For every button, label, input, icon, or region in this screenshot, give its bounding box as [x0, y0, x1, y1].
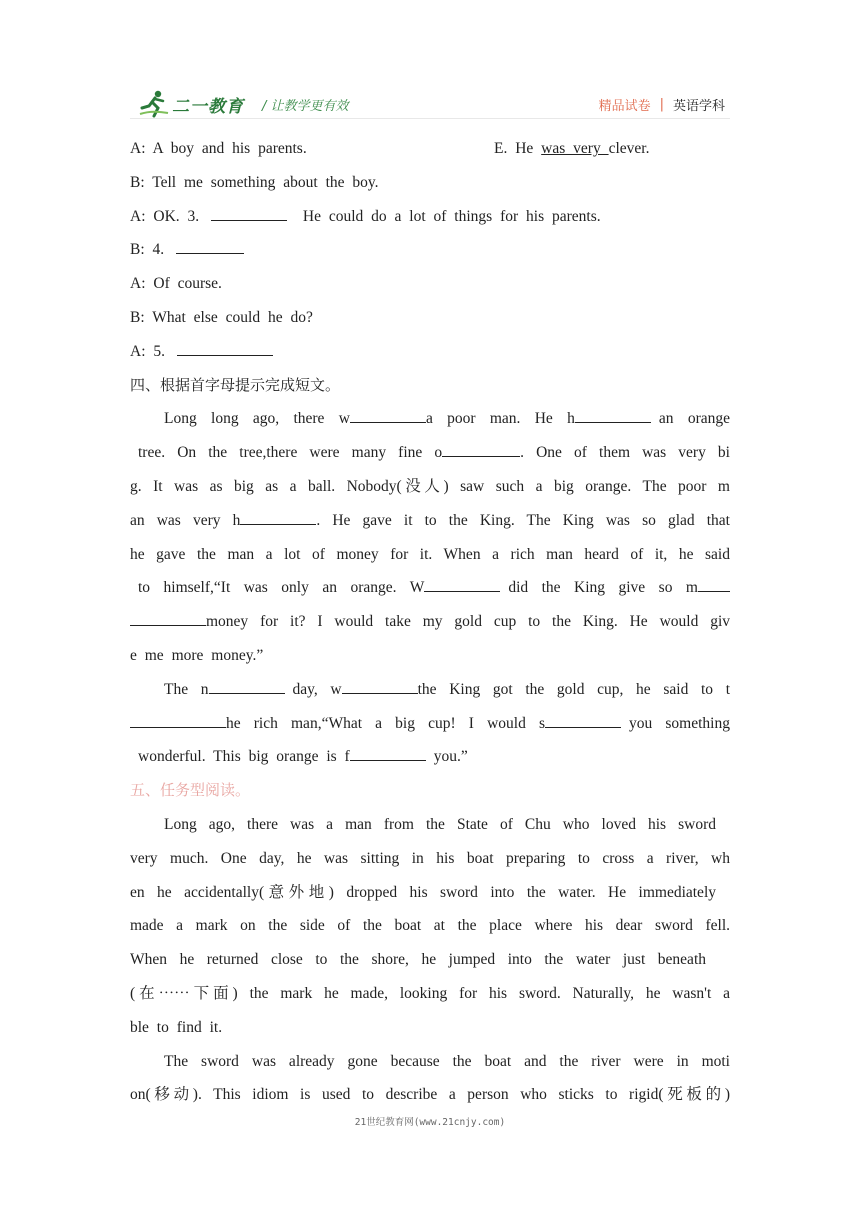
passage-line	[130, 470, 730, 504]
reading-line: (在⋯⋯下面) the mark he made, looking for his sword. Naturally, he wasn't a	[130, 984, 730, 1002]
dialogue-text: A: A boy and his parents.	[130, 140, 307, 157]
dialogue-line	[130, 200, 730, 234]
answer-blank[interactable]	[240, 510, 316, 525]
passage-line	[130, 436, 730, 470]
passage-text: he rich man,“What a big cup! I would s	[226, 714, 546, 732]
passage-line	[130, 707, 730, 741]
passage-text: to himself,“It was only an orange. W	[138, 579, 425, 597]
passage-line	[130, 673, 730, 707]
answer-blank[interactable]	[545, 713, 621, 728]
dialogue-text: He could do a lot of things for his parents.	[302, 207, 601, 225]
answer-blank[interactable]	[350, 746, 426, 761]
passage-text: an orange	[658, 410, 730, 428]
passage-text: . He gave it to the King. The King was so glad that	[316, 511, 730, 529]
dialogue-text: B: 4.	[130, 241, 165, 259]
answer-blank[interactable]	[176, 239, 244, 254]
logo-slogan: / 让教学更有效	[262, 98, 349, 114]
option-e-underlined: was very	[541, 140, 609, 157]
page-footer: 21世纪教育网(www.21cnjy.com)	[354, 1117, 506, 1128]
header-right	[599, 95, 725, 114]
passage-text: you something	[629, 714, 730, 732]
reading-line: very much. One day, he was sitting in his boat preparing to cross a river, wh	[130, 849, 730, 867]
passage-line	[130, 605, 730, 639]
option-e	[494, 132, 649, 166]
passage-line	[130, 639, 730, 673]
answer-blank[interactable]	[424, 577, 500, 592]
dialogue-line	[130, 166, 730, 200]
passage-text: an was very h	[130, 511, 241, 529]
subject-label: 英语学科	[672, 99, 725, 114]
passage-text: a poor man. He h	[425, 410, 575, 428]
reading-line: en he accidentally(意外地) dropped his sword into the water. He immediately	[130, 883, 716, 901]
dialogue-text: A: OK. 3.	[130, 207, 200, 225]
answer-blank[interactable]	[698, 577, 730, 592]
document-body	[130, 132, 730, 1112]
passage-text: wonderful. This big orange is f	[138, 748, 350, 766]
header-separator: |	[659, 97, 664, 112]
answer-blank[interactable]	[130, 611, 206, 626]
answer-blank[interactable]	[209, 679, 285, 694]
passage-text: e me more money.”	[130, 646, 264, 664]
paper-label: 精品试卷	[598, 99, 651, 114]
answer-blank[interactable]	[350, 408, 426, 423]
passage-text: day, w	[292, 680, 342, 698]
passage-text: The n	[164, 680, 209, 698]
answer-blank[interactable]	[575, 408, 651, 423]
dialogue-line	[130, 335, 730, 369]
dialogue-text: A: 5.	[130, 342, 165, 360]
reading-line: on(移动). This idiom is used to describe a person who sticks to rigid(死板的)	[130, 1086, 730, 1104]
passage-text: the King got the gold cup, he said to t	[417, 680, 730, 698]
passage-text: did the King give so m	[508, 579, 698, 597]
running-man-icon	[138, 88, 170, 120]
passage-text: money for it? I would take my gold cup to the King. He would giv	[206, 613, 730, 631]
reading-line: The sword was already gone because the boat and the river were in moti	[164, 1052, 730, 1070]
passage-text: tree. On the tree,there were many fine o	[138, 444, 443, 462]
dialogue-line	[130, 267, 730, 301]
dialogue-line	[130, 233, 730, 267]
passage-line	[130, 504, 730, 538]
answer-blank[interactable]	[177, 341, 273, 356]
dialogue-line	[130, 132, 730, 166]
passage-line	[130, 402, 730, 436]
answer-blank[interactable]	[130, 713, 226, 728]
dialogue-text: B: What else could he do?	[130, 308, 313, 326]
reading-line: When he returned close to the shore, he jumped into the water just beneath	[130, 951, 706, 969]
dialogue-line	[130, 301, 730, 335]
option-e-prefix: E. He	[494, 140, 542, 157]
answer-blank[interactable]	[211, 206, 287, 221]
passage-line	[130, 538, 730, 572]
passage-text: g. It was as big as a ball. Nobody(没人) saw such a big orange. The poor m	[130, 477, 730, 495]
reading-line: Long ago, there was a man from the State of Chu who loved his sword	[164, 815, 716, 833]
section-4-title: 四、根据首字母提示完成短文。	[130, 375, 341, 394]
header-divider	[130, 118, 730, 119]
passage-text: you.”	[433, 748, 468, 766]
reading-line: ble to find it.	[130, 1018, 223, 1036]
passage-text: Long long ago, there w	[164, 410, 350, 428]
passage-text: he gave the man a lot of money for it. When a rich man heard of it, he said	[130, 545, 730, 563]
option-e-suffix: clever.	[608, 140, 650, 157]
brand-logo	[138, 88, 349, 120]
dialogue-text: A: Of course.	[130, 275, 222, 293]
dialogue-text: B: Tell me something about the boy.	[130, 173, 379, 191]
answer-blank[interactable]	[442, 442, 520, 457]
section-5-title: 五、任务型阅读。	[130, 781, 251, 800]
answer-blank[interactable]	[342, 679, 418, 694]
passage-line	[130, 740, 730, 774]
passage-line	[130, 571, 730, 605]
passage-text: . One of them was very bi	[520, 444, 730, 462]
logo-text: 二一教育	[172, 96, 244, 117]
reading-line: made a mark on the side of the boat at the place where his dear sword fell.	[130, 917, 730, 935]
page-header	[0, 0, 860, 130]
